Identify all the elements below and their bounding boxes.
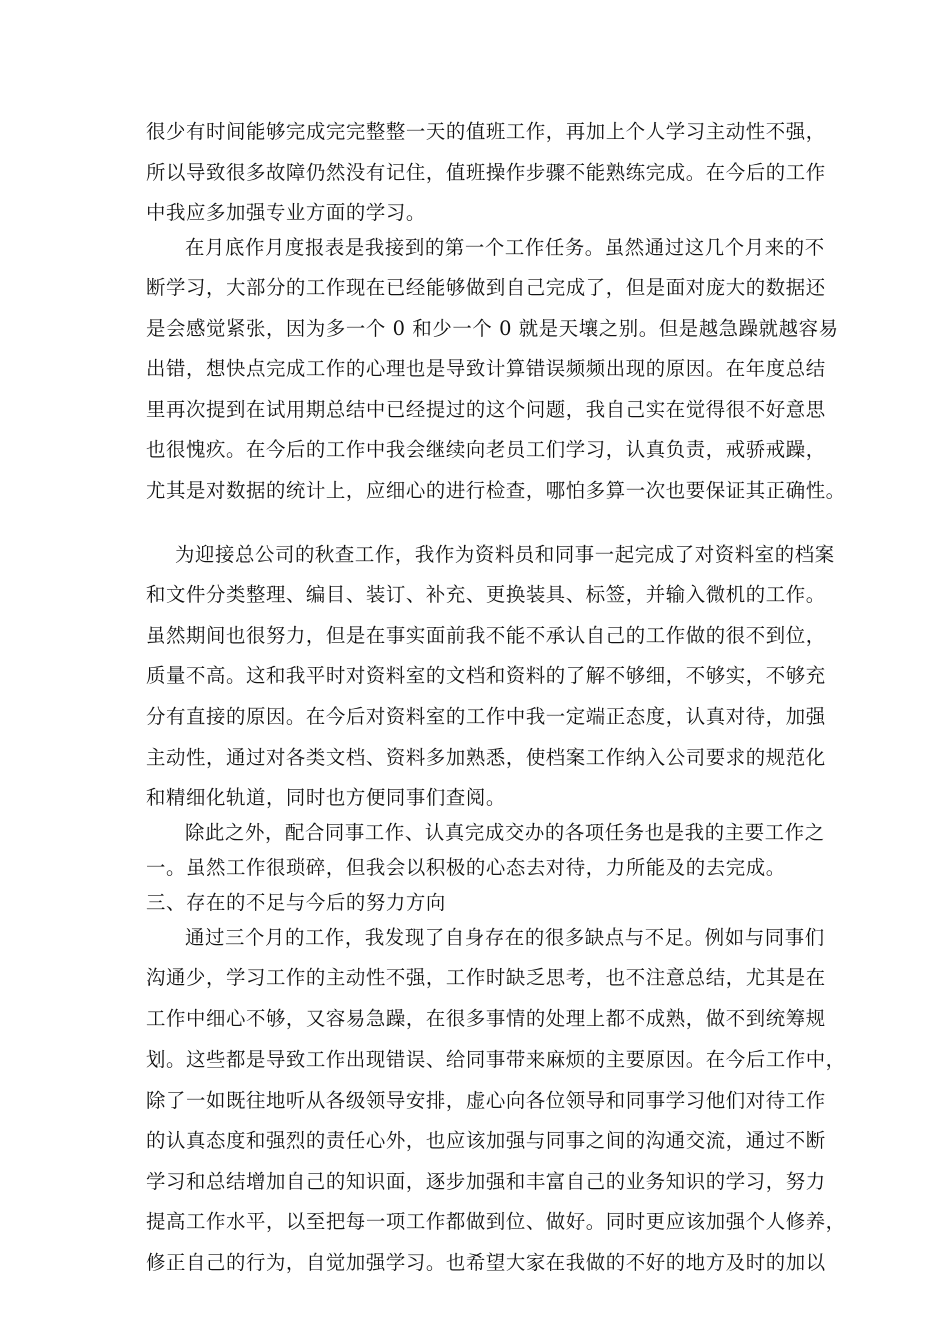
text-line: 里再次提到在试用期总结中已经提过的这个问题，我自己实在觉得很不好意思 [146, 398, 826, 421]
text-line: 断学习，大部分的工作现在已经能够做到自己完成了，但是面对庞大的数据还 [146, 276, 826, 299]
text-line: 提高工作水平，以至把每一项工作都做到位、做好。同时更应该加强个人修养， [146, 1210, 846, 1233]
text-line: 除了一如既往地听从各级领导安排，虚心向各位领导和同事学习他们对待工作 [146, 1089, 826, 1112]
text-line: 所以导致很多故障仍然没有记住，值班操作步骤不能熟练完成。在今后的工作 [146, 161, 826, 184]
section-heading: 三、存在的不足与今后的努力方向 [146, 891, 446, 914]
text-line: 和文件分类整理、编目、装订、补充、更换装具、标签，并输入微机的工作。 [146, 583, 826, 606]
text-line: 尤其是对数据的统计上，应细心的进行检查，哪怕多算一次也要保证其正确性。 [146, 479, 846, 502]
text-line: 是会感觉紧张，因为多一个 0 和少一个 0 就是天壤之别。但是越急躁就越容易 [146, 317, 839, 340]
text-line: 学习和总结增加自己的知识面，逐步加强和丰富自己的业务知识的学习，努力 [146, 1170, 826, 1193]
text-line: 分有直接的原因。在今后对资料室的工作中我一定端正态度，认真对待，加强 [146, 705, 826, 728]
text-line: 虽然期间也很努力，但是在事实面前我不能不承认自己的工作做的很不到位， [146, 624, 826, 647]
text-line: 主动性，通过对各类文档、资料多加熟悉，使档案工作纳入公司要求的规范化 [146, 746, 826, 769]
text-line: 为迎接总公司的秋查工作，我作为资料员和同事一起完成了对资料室的档案 [175, 543, 835, 566]
text-line: 很少有时间能够完成完完整整一天的值班工作，再加上个人学习主动性不强， [146, 120, 826, 143]
text-line: 一。虽然工作很琐碎，但我会以积极的心态去对待，力所能及的去完成。 [146, 856, 786, 879]
text-line: 也很愧疚。在今后的工作中我会继续向老员工们学习，认真负责，戒骄戒躁， [146, 438, 826, 461]
text-line: 和精细化轨道，同时也方便同事们查阅。 [146, 786, 506, 809]
text-line: 工作中细心不够，又容易急躁，在很多事情的处理上都不成熟，做不到统筹规 [146, 1007, 826, 1030]
text-line: 出错，想快点完成工作的心理也是导致计算错误频频出现的原因。在年度总结 [146, 357, 826, 380]
text-line: 的认真态度和强烈的责任心外，也应该加强与同事之间的沟通交流，通过不断 [146, 1129, 826, 1152]
text-line: 沟通少，学习工作的主动性不强，工作时缺乏思考，也不注意总结，尤其是在 [146, 966, 826, 989]
text-line: 除此之外，配合同事工作、认真完成交办的各项任务也是我的主要工作之 [185, 821, 825, 844]
text-line: 划。这些都是导致工作出现错误、给同事带来麻烦的主要原因。在今后工作中， [146, 1048, 846, 1071]
text-line: 修正自己的行为，自觉加强学习。也希望大家在我做的不好的地方及时的加以 [146, 1251, 826, 1274]
text-line: 质量不高。这和我平时对资料室的文档和资料的了解不够细，不够实，不够充 [146, 664, 826, 687]
text-line: 在月底作月度报表是我接到的第一个工作任务。虽然通过这几个月来的不 [185, 236, 825, 259]
text-line: 通过三个月的工作，我发现了自身存在的很多缺点与不足。例如与同事们 [185, 926, 825, 949]
text-line: 中我应多加强专业方面的学习。 [146, 201, 426, 224]
